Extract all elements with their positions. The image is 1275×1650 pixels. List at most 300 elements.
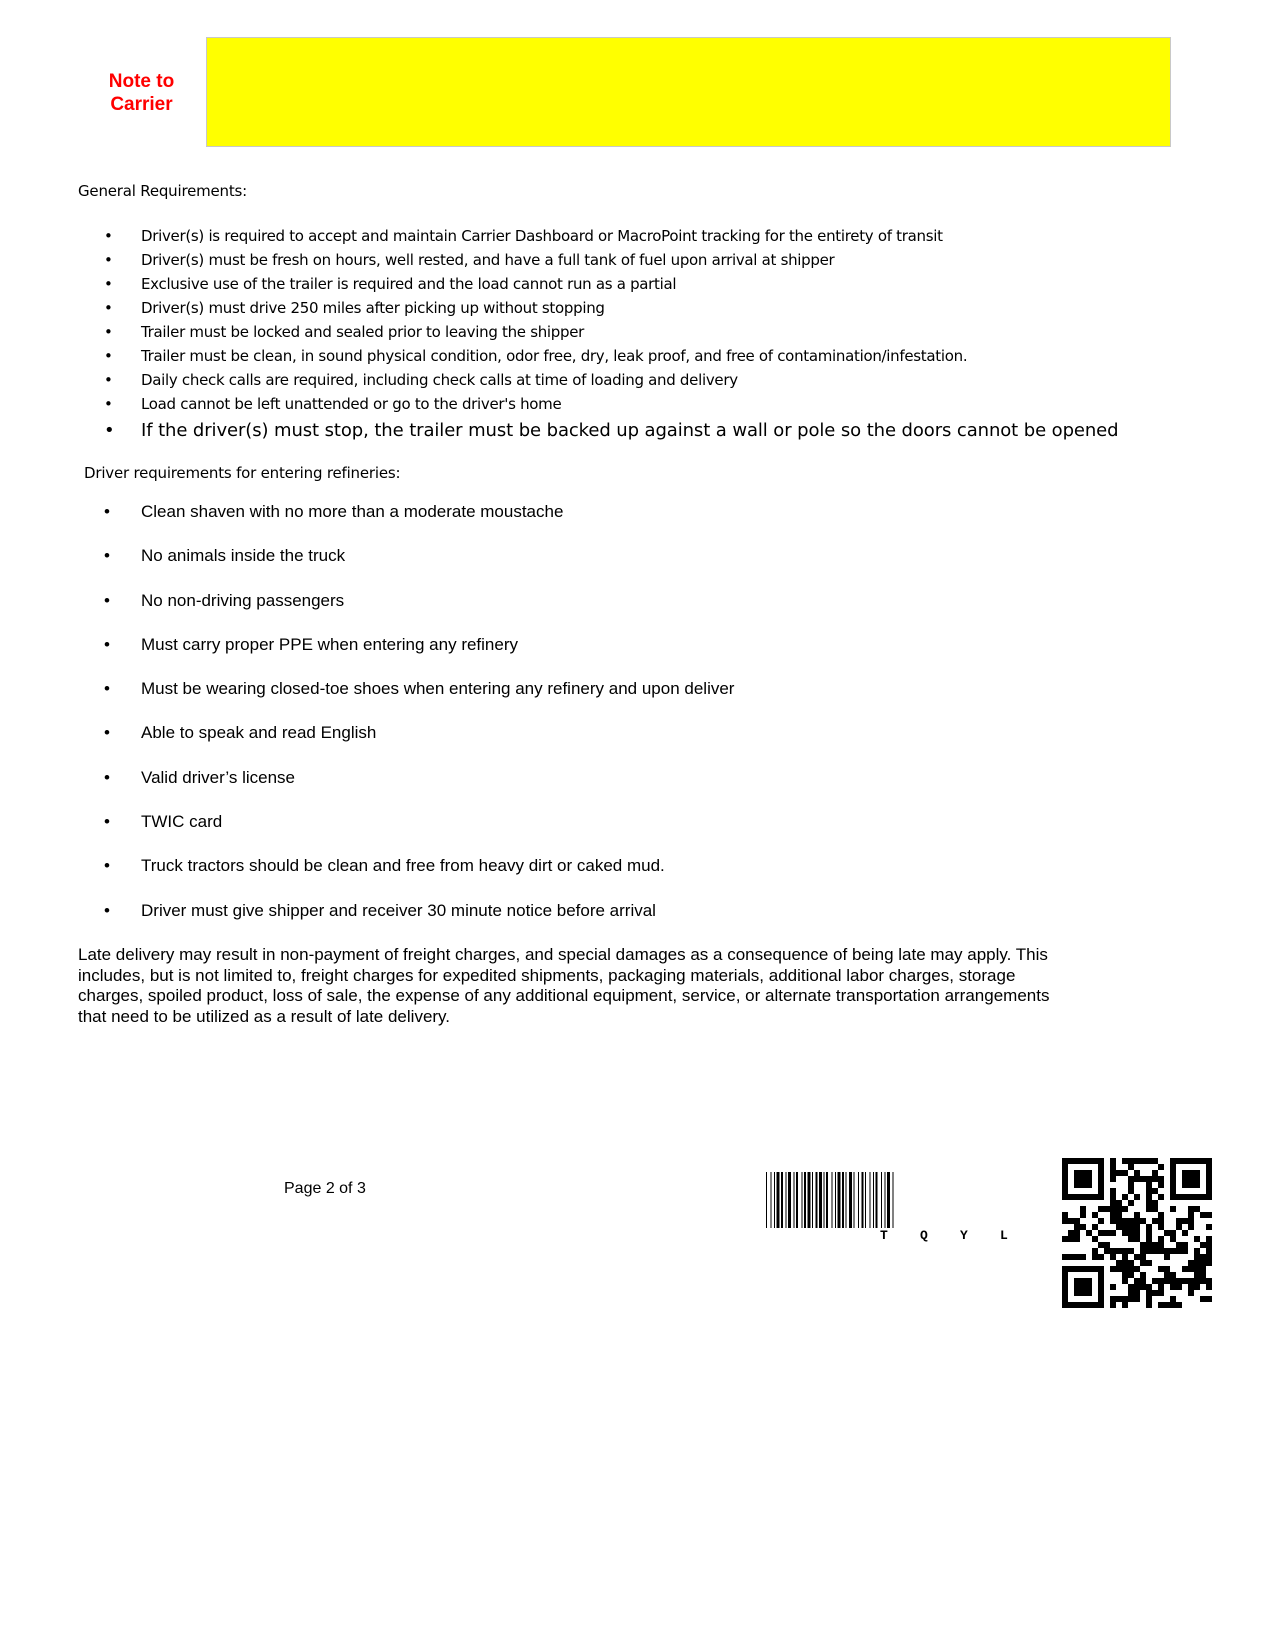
qr-module [1122, 1272, 1128, 1278]
qr-module [1164, 1278, 1170, 1284]
qr-module [1128, 1176, 1134, 1182]
qr-module [1134, 1266, 1140, 1272]
qr-module [1110, 1230, 1116, 1236]
qr-module [1194, 1158, 1200, 1164]
qr-module [1074, 1182, 1080, 1188]
qr-module [1206, 1284, 1212, 1290]
qr-module [1206, 1176, 1212, 1182]
qr-module [1062, 1176, 1068, 1182]
qr-module [1188, 1266, 1194, 1272]
refinery-requirements-heading: Driver requirements for entering refineries: [84, 464, 401, 482]
qr-module [1068, 1254, 1074, 1260]
qr-module [1128, 1272, 1134, 1278]
qr-module [1074, 1254, 1080, 1260]
qr-module [1080, 1224, 1086, 1230]
qr-module [1092, 1254, 1098, 1260]
qr-module [1116, 1218, 1122, 1224]
qr-module [1062, 1236, 1068, 1242]
qr-module [1128, 1290, 1134, 1296]
qr-module [1170, 1272, 1176, 1278]
qr-module [1134, 1224, 1140, 1230]
qr-module [1170, 1296, 1176, 1302]
qr-module [1116, 1224, 1122, 1230]
list-item: • Trailer must be locked and sealed prior to leaving the shipper [104, 320, 1118, 344]
qr-module [1164, 1302, 1170, 1308]
qr-module [1104, 1230, 1110, 1236]
barcode-bar [858, 1172, 859, 1228]
qr-module [1074, 1158, 1080, 1164]
barcode-bar [842, 1172, 844, 1228]
barcode-bar [893, 1172, 894, 1228]
barcode-bar [824, 1172, 825, 1228]
qr-module [1134, 1176, 1140, 1182]
qr-module [1146, 1290, 1152, 1296]
qr-module [1182, 1176, 1188, 1182]
barcode-bar [781, 1172, 783, 1228]
qr-module [1122, 1254, 1128, 1260]
qr-module [1098, 1194, 1104, 1200]
list-item: • Daily check calls are required, including check calls at time of loading and delivery [104, 368, 1118, 392]
qr-module [1146, 1182, 1152, 1188]
qr-module [1170, 1158, 1176, 1164]
late-delivery-paragraph: Late delivery may result in non-payment of freight charges, and special damages as a consequence of being late may apply. This includes, but is not limited to, freight charges for expedited shipments, packaging materials, additional labor charges, storage charges, spoiled product, loss of sale, the expense of any additional equipment, service, or alternate transportation arrangements that need to be utilized as a result of late delivery. [78, 945, 1050, 1026]
qr-module [1200, 1296, 1206, 1302]
qr-module [1176, 1194, 1182, 1200]
bullet: • [104, 275, 113, 293]
qr-module [1080, 1290, 1086, 1296]
qr-module [1188, 1182, 1194, 1188]
qr-module [1134, 1278, 1140, 1284]
qr-module [1146, 1242, 1152, 1248]
bullet: • [104, 502, 110, 521]
list-item: • Load cannot be left unattended or go to the driver's home [104, 392, 1118, 416]
qr-module [1068, 1236, 1074, 1242]
qr-module [1176, 1224, 1182, 1230]
qr-module [1152, 1158, 1158, 1164]
qr-module [1182, 1218, 1188, 1224]
qr-module [1080, 1266, 1086, 1272]
qr-module [1140, 1254, 1146, 1260]
general-requirements-heading: General Requirements: [78, 182, 248, 200]
qr-module [1176, 1158, 1182, 1164]
qr-module [1110, 1284, 1116, 1290]
qr-module [1146, 1260, 1152, 1266]
qr-module [1098, 1206, 1104, 1212]
barcode-bar [876, 1172, 878, 1228]
qr-module [1062, 1290, 1068, 1296]
qr-module [1098, 1242, 1104, 1248]
qr-module [1170, 1206, 1176, 1212]
qr-module [1098, 1158, 1104, 1164]
qr-module [1092, 1212, 1098, 1218]
list-item: • Driver(s) is required to accept and maintain Carrier Dashboard or MacroPoint tracking for the entirety of transit [104, 224, 1118, 248]
qr-module [1188, 1290, 1194, 1296]
bullet: • [104, 227, 113, 245]
qr-module [1116, 1248, 1122, 1254]
qr-module [1098, 1284, 1104, 1290]
qr-module [1092, 1302, 1098, 1308]
qr-module [1116, 1200, 1122, 1206]
qr-module [1068, 1266, 1074, 1272]
qr-module [1146, 1188, 1152, 1194]
qr-module [1086, 1278, 1092, 1284]
qr-module [1080, 1176, 1086, 1182]
qr-module [1122, 1266, 1128, 1272]
barcode-bar [786, 1172, 787, 1228]
qr-module [1098, 1230, 1104, 1236]
qr-module [1122, 1302, 1128, 1308]
qr-module [1134, 1194, 1140, 1200]
qr-module [1200, 1194, 1206, 1200]
qr-module [1146, 1206, 1152, 1212]
qr-module [1062, 1212, 1068, 1218]
qr-module [1062, 1272, 1068, 1278]
qr-module [1122, 1224, 1128, 1230]
barcode-bar [865, 1172, 866, 1228]
qr-module [1188, 1260, 1194, 1266]
qr-module [1158, 1242, 1164, 1248]
qr-module [1062, 1194, 1068, 1200]
qr-module [1152, 1188, 1158, 1194]
qr-module [1170, 1188, 1176, 1194]
qr-module [1176, 1242, 1182, 1248]
qr-module [1128, 1296, 1134, 1302]
qr-module [1080, 1194, 1086, 1200]
qr-module [1146, 1194, 1152, 1200]
qr-module [1170, 1182, 1176, 1188]
qr-module [1182, 1170, 1188, 1176]
qr-module [1128, 1188, 1134, 1194]
qr-module [1206, 1164, 1212, 1170]
qr-module [1062, 1164, 1068, 1170]
qr-module [1146, 1248, 1152, 1254]
list-item: • Clean shaven with no more than a moderate moustache [104, 502, 564, 521]
qr-module [1074, 1170, 1080, 1176]
qr-module [1152, 1200, 1158, 1206]
qr-module [1086, 1230, 1092, 1236]
qr-module [1158, 1278, 1164, 1284]
qr-module [1194, 1266, 1200, 1272]
qr-module [1086, 1284, 1092, 1290]
qr-module [1122, 1218, 1128, 1224]
qr-module [1158, 1176, 1164, 1182]
bullet: • [104, 812, 110, 832]
qr-module [1128, 1164, 1134, 1170]
qr-module [1188, 1176, 1194, 1182]
refinery-requirements-list [104, 502, 734, 945]
qr-module [1128, 1218, 1134, 1224]
qr-module [1128, 1248, 1134, 1254]
barcode-char: Y [960, 1228, 968, 1243]
bullet: • [104, 299, 113, 317]
qr-module [1110, 1194, 1116, 1200]
qr-module [1110, 1170, 1116, 1176]
qr-module [1074, 1230, 1080, 1236]
qr-module [1062, 1218, 1068, 1224]
qr-module [1206, 1278, 1212, 1284]
barcode-bar [862, 1172, 864, 1228]
qr-module [1164, 1272, 1170, 1278]
qr-module [1104, 1248, 1110, 1254]
qr-module [1080, 1182, 1086, 1188]
list-item: • Valid driver’s license [104, 767, 296, 787]
qr-code [1062, 1158, 1212, 1308]
qr-module [1110, 1158, 1116, 1164]
qr-module [1140, 1284, 1146, 1290]
qr-module [1194, 1176, 1200, 1182]
qr-module [1200, 1242, 1206, 1248]
qr-module [1176, 1302, 1182, 1308]
qr-module [1206, 1248, 1212, 1254]
qr-module [1098, 1266, 1104, 1272]
qr-module [1206, 1236, 1212, 1242]
qr-module [1128, 1224, 1134, 1230]
list-item: • Must carry proper PPE when entering any refinery [104, 634, 519, 654]
bullet: • [104, 723, 110, 743]
qr-module [1074, 1290, 1080, 1296]
qr-module [1140, 1242, 1146, 1248]
qr-module [1194, 1236, 1200, 1242]
qr-module [1194, 1182, 1200, 1188]
qr-module [1158, 1290, 1164, 1296]
barcode-bar [804, 1172, 806, 1228]
qr-module [1110, 1200, 1116, 1206]
qr-module [1158, 1212, 1164, 1218]
qr-module [1194, 1284, 1200, 1290]
bullet: • [104, 347, 113, 365]
qr-module [1188, 1212, 1194, 1218]
qr-module [1110, 1218, 1116, 1224]
qr-module [1158, 1224, 1164, 1230]
qr-module [1140, 1260, 1146, 1266]
qr-module [1140, 1248, 1146, 1254]
barcode-bar [846, 1172, 847, 1228]
qr-module [1200, 1266, 1206, 1272]
qr-module [1182, 1230, 1188, 1236]
qr-module [1158, 1284, 1164, 1290]
qr-module [1182, 1266, 1188, 1272]
qr-module [1194, 1248, 1200, 1254]
qr-module [1140, 1272, 1146, 1278]
barcode-bar [885, 1172, 886, 1228]
qr-module [1206, 1296, 1212, 1302]
barcode-char: L [1000, 1228, 1008, 1243]
qr-module [1206, 1224, 1212, 1230]
barcode-bar [881, 1172, 882, 1228]
qr-module [1074, 1284, 1080, 1290]
qr-module [1134, 1296, 1140, 1302]
qr-module [1152, 1206, 1158, 1212]
qr-module [1134, 1236, 1140, 1242]
qr-module [1170, 1194, 1176, 1200]
qr-module [1158, 1266, 1164, 1272]
qr-module [1116, 1266, 1122, 1272]
note-to-carrier-label [94, 70, 189, 116]
qr-module [1092, 1158, 1098, 1164]
qr-module [1206, 1242, 1212, 1248]
qr-module [1182, 1182, 1188, 1188]
qr-module [1074, 1236, 1080, 1242]
barcode-bar [826, 1172, 828, 1228]
qr-module [1128, 1230, 1134, 1236]
qr-module [1068, 1302, 1074, 1308]
general-requirements-list [104, 224, 1118, 444]
qr-module [1092, 1236, 1098, 1242]
qr-module [1176, 1278, 1182, 1284]
bullet: • [104, 767, 110, 787]
qr-module [1074, 1218, 1080, 1224]
barcode-bar [832, 1172, 833, 1228]
list-item: • Driver must give shipper and receiver 30 minute notice before arrival [104, 900, 656, 920]
qr-module [1200, 1254, 1206, 1260]
qr-module [1128, 1200, 1134, 1206]
qr-module [1170, 1302, 1176, 1308]
qr-module [1080, 1254, 1086, 1260]
barcode-char: T [880, 1228, 888, 1243]
bullet: • [104, 251, 113, 269]
qr-module [1074, 1224, 1080, 1230]
qr-module [1080, 1158, 1086, 1164]
qr-module [1110, 1296, 1116, 1302]
qr-module [1062, 1278, 1068, 1284]
qr-module [1194, 1272, 1200, 1278]
qr-module [1122, 1206, 1128, 1212]
qr-module [1158, 1302, 1164, 1308]
qr-module [1062, 1170, 1068, 1176]
qr-module [1170, 1164, 1176, 1170]
qr-module [1158, 1182, 1164, 1188]
barcode-bar [816, 1172, 818, 1228]
qr-module [1128, 1158, 1134, 1164]
qr-module [1080, 1278, 1086, 1284]
qr-module [1206, 1158, 1212, 1164]
barcode-bar [777, 1172, 780, 1228]
note-label-line1: Note to [108, 71, 175, 92]
qr-module [1086, 1194, 1092, 1200]
qr-module [1152, 1290, 1158, 1296]
list-item: • If the driver(s) must stop, the trailer must be backed up against a wall or pole so the doors cannot be opened [104, 418, 1118, 444]
barcode-char: Q [920, 1228, 928, 1243]
qr-module [1128, 1260, 1134, 1266]
qr-module [1188, 1158, 1194, 1164]
qr-module [1098, 1170, 1104, 1176]
qr-module [1122, 1248, 1128, 1254]
qr-module [1116, 1206, 1122, 1212]
qr-module [1092, 1194, 1098, 1200]
qr-module [1080, 1170, 1086, 1176]
qr-module [1152, 1248, 1158, 1254]
qr-module [1158, 1236, 1164, 1242]
qr-module [1134, 1290, 1140, 1296]
qr-module [1146, 1158, 1152, 1164]
qr-module [1122, 1260, 1128, 1266]
qr-module [1074, 1278, 1080, 1284]
qr-module [1188, 1194, 1194, 1200]
qr-module [1152, 1218, 1158, 1224]
qr-module [1182, 1278, 1188, 1284]
list-item: • No animals inside the truck [104, 546, 346, 566]
qr-module [1164, 1230, 1170, 1236]
qr-module [1116, 1212, 1122, 1218]
qr-module [1062, 1254, 1068, 1260]
qr-module [1164, 1248, 1170, 1254]
qr-module [1074, 1302, 1080, 1308]
qr-module [1098, 1278, 1104, 1284]
bullet: • [104, 546, 110, 566]
qr-module [1152, 1242, 1158, 1248]
bullet: • [104, 420, 115, 441]
qr-module [1170, 1248, 1176, 1254]
qr-module [1062, 1284, 1068, 1290]
qr-module [1194, 1206, 1200, 1212]
list-item: • Driver(s) must be fresh on hours, well rested, and have a full tank of fuel upon arrival at shipper [104, 248, 1118, 272]
qr-module [1062, 1188, 1068, 1194]
qr-module [1188, 1224, 1194, 1230]
qr-module [1146, 1236, 1152, 1242]
qr-module [1206, 1212, 1212, 1218]
qr-module [1206, 1188, 1212, 1194]
qr-module [1146, 1230, 1152, 1236]
qr-module [1146, 1224, 1152, 1230]
qr-module [1122, 1278, 1128, 1284]
qr-module [1194, 1278, 1200, 1284]
barcode-bar [887, 1172, 890, 1228]
qr-module [1152, 1170, 1158, 1176]
qr-module [1146, 1176, 1152, 1182]
qr-module [1152, 1278, 1158, 1284]
barcode-bar [802, 1172, 803, 1228]
qr-module [1134, 1170, 1140, 1176]
bullet: • [104, 856, 110, 876]
qr-module [1146, 1296, 1152, 1302]
qr-module [1164, 1254, 1170, 1260]
bullet: • [104, 679, 110, 699]
qr-module [1122, 1230, 1128, 1236]
qr-module [1068, 1218, 1074, 1224]
qr-module [1206, 1170, 1212, 1176]
qr-module [1068, 1194, 1074, 1200]
qr-module [1176, 1218, 1182, 1224]
qr-module [1134, 1158, 1140, 1164]
page-number: Page 2 of 3 [284, 1180, 366, 1197]
barcode-bar [812, 1172, 813, 1228]
qr-module [1134, 1254, 1140, 1260]
bullet: • [104, 634, 110, 654]
qr-module [1188, 1170, 1194, 1176]
qr-module [1116, 1260, 1122, 1266]
qr-module [1200, 1260, 1206, 1266]
qr-module [1182, 1194, 1188, 1200]
qr-module [1158, 1218, 1164, 1224]
qr-module [1200, 1272, 1206, 1278]
barcode-bar [766, 1172, 767, 1228]
note-label-line2: Carrier [110, 94, 173, 115]
qr-module [1086, 1170, 1092, 1176]
qr-module [1158, 1164, 1164, 1170]
qr-module [1062, 1266, 1068, 1272]
qr-module [1188, 1218, 1194, 1224]
barcode-bar [849, 1172, 852, 1228]
barcode-bar [870, 1172, 871, 1228]
qr-module [1074, 1176, 1080, 1182]
bullet: • [104, 371, 113, 389]
qr-module [1080, 1302, 1086, 1308]
qr-module [1074, 1266, 1080, 1272]
qr-module [1170, 1176, 1176, 1182]
qr-module [1194, 1254, 1200, 1260]
qr-module [1152, 1176, 1158, 1182]
bullet: • [104, 590, 110, 610]
